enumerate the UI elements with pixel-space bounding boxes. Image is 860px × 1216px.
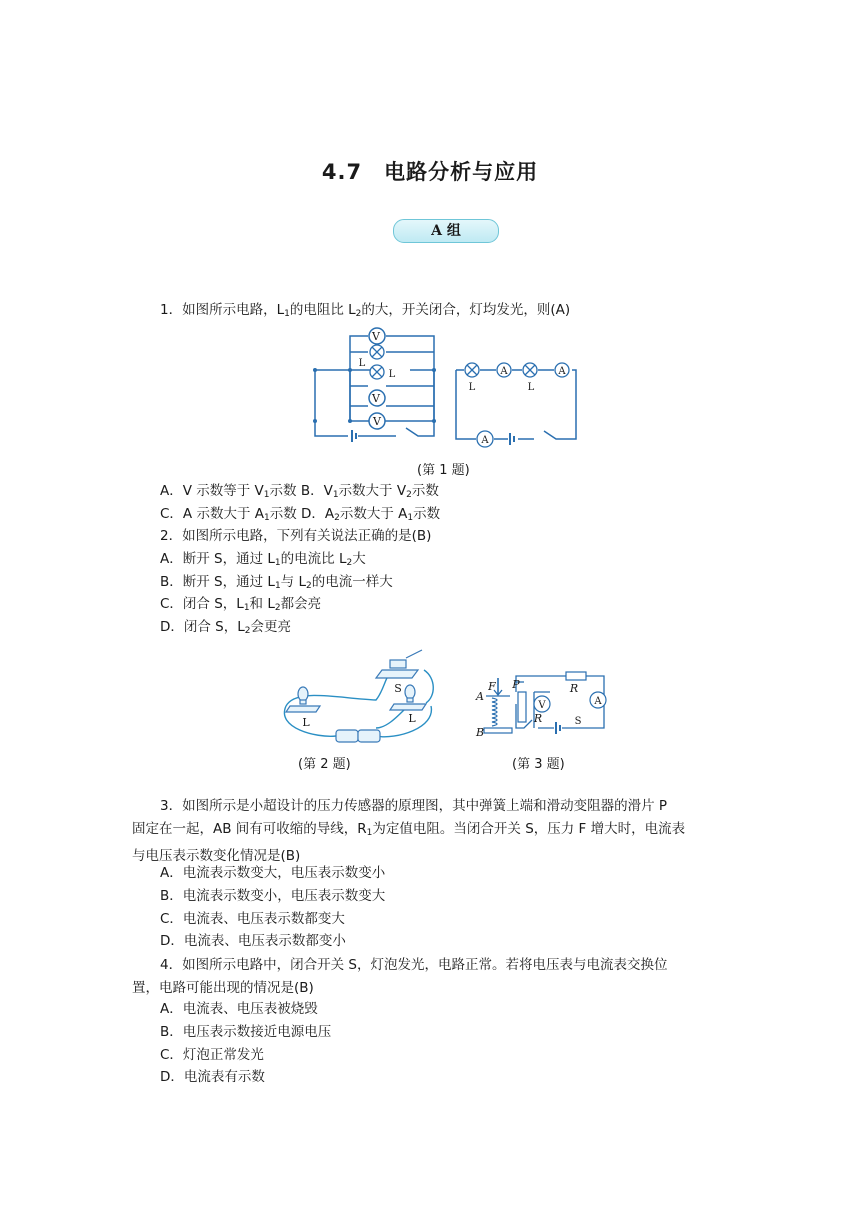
fig3-label-r2: R bbox=[533, 712, 543, 725]
fig2-label-l2: L bbox=[408, 712, 416, 725]
fig1-label-a2: A bbox=[558, 366, 566, 377]
fig1-label-l2b: L bbox=[527, 382, 535, 393]
q2-stem: 2．如图所示电路，下列有关说法正确的是(B) bbox=[160, 528, 432, 544]
fig2-label-s: S bbox=[394, 682, 402, 695]
fig1-label-a: A bbox=[481, 435, 489, 446]
q4-stem: 4．如图所示电路中，闭合开关 S，灯泡发光，电路正常。若将电压表与电流表交换位 置，电路可能出现的情况是(B) bbox=[132, 957, 668, 996]
fig1-label-l1: L bbox=[358, 358, 366, 369]
q3-caption: (第 3 题) bbox=[512, 757, 565, 772]
q1-caption: (第 1 题) bbox=[417, 463, 470, 478]
fig1-label-v2: V bbox=[372, 392, 380, 405]
q2-caption: (第 2 题) bbox=[298, 757, 351, 772]
fig1-label-v1: V bbox=[372, 330, 380, 343]
q4-option-d: D．电流表有示数 bbox=[160, 1069, 265, 1085]
fig3-label-b: B bbox=[475, 726, 485, 739]
figure-1-circuits bbox=[310, 326, 582, 450]
page-title: 4.7 电路分析与应用 bbox=[321, 160, 539, 184]
q4-option-b: B．电压表示数接近电源电压 bbox=[160, 1024, 332, 1040]
q3-option-b: B．电流表示数变小，电压表示数变大 bbox=[160, 888, 386, 904]
fig1-label-l1b: L bbox=[468, 382, 476, 393]
group-badge: A 组 bbox=[393, 219, 499, 243]
q1-options-cd: C．A 示数大于 $A_1$示数 D．$A_2$示数大于 $A_1$示数 bbox=[160, 506, 441, 523]
fig1-label-a1: A bbox=[500, 366, 508, 377]
fig3-label-r1: R bbox=[569, 682, 579, 695]
fig3-label-a-meter: A bbox=[594, 696, 602, 707]
q1-options-ab: A．V 示数等于 $V_1$示数 B．$V_1$示数大于 $V_2$示数 bbox=[160, 483, 439, 500]
figure-3-pressure-sensor bbox=[474, 668, 614, 746]
fig3-label-f: F bbox=[488, 680, 496, 693]
fig1-label-l2: L bbox=[388, 369, 396, 380]
fig3-label-p: P bbox=[512, 678, 520, 691]
q2-option-a: A．断开 S，通过 $L_1$的电流比 $L_2$大 bbox=[160, 551, 366, 568]
fig3-label-s: S bbox=[574, 716, 582, 727]
fig3-label-v: V bbox=[538, 700, 546, 711]
q1-stem: 1．如图所示电路，$L_1$的电阻比 $L_2$的大，开关闭合，灯均发光，则(A) bbox=[160, 302, 571, 319]
fig1-label-v: V bbox=[373, 415, 381, 428]
q3-option-c: C．电流表、电压表示数都变大 bbox=[160, 911, 345, 927]
fig2-label-l1: L bbox=[302, 716, 310, 729]
q4-option-c: C．灯泡正常发光 bbox=[160, 1047, 264, 1063]
fig3-label-a: A bbox=[476, 690, 484, 703]
q2-option-b: B．断开 S，通过 $L_1$与 $L_2$的电流一样大 bbox=[160, 574, 393, 591]
q3-option-d: D．电流表、电压表示数都变小 bbox=[160, 933, 346, 949]
figure-2-circuit-sketch bbox=[276, 648, 446, 748]
q3-option-a: A．电流表示数变大，电压表示数变小 bbox=[160, 865, 386, 881]
q4-option-a: A．电流表、电压表被烧毁 bbox=[160, 1001, 318, 1017]
q3-stem: 3．如图所示是小超设计的压力传感器的原理图，其中弹簧上端和滑动变阻器的滑片 P 固定在一起，AB 间有可收缩的导线，$R_1$为定值电阻。当闭合开关 S，压力 F 增大时，电流表 与电压表示数变化情况是(B) bbox=[132, 798, 686, 864]
q2-option-d: D．闭合 S，$L_2$会更亮 bbox=[160, 619, 292, 636]
q2-option-c: C．闭合 S，$L_1$和 $L_2$都会亮 bbox=[160, 596, 322, 613]
